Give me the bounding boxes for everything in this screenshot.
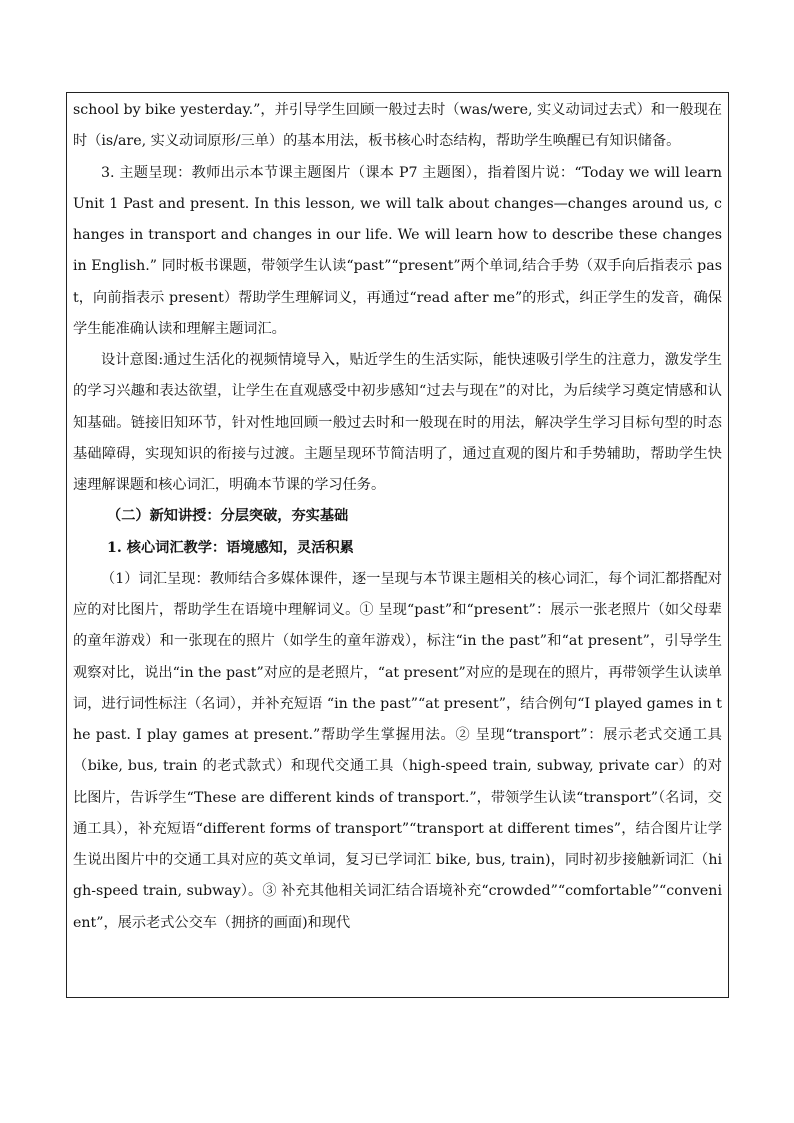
paragraph-design-intent: 设计意图:通过生活化的视频情境导入，贴近学生的生活实际，能快速吸引学生的注意力，激发学生的学习兴趣和表达欲望，让学生在直观感受中初步感知“过去与现在”的对比，为后续学习奠定情感和认知基础。链接旧知环节，针对性地回顾一般过去时和一般现在时的用法，解决学生学习目标句型的时态基础障碍，实现知识的衔接与过渡。主题呈现环节简洁明了，通过直观的图片和手势辅助，帮助学生快速理解课题和核心词汇，明确本节课的学习任务。 (73, 352, 722, 493)
document-table-cell (66, 92, 729, 998)
paragraph-review-continuation: school by bike yesterday.”，并引导学生回顾一般过去时（was/were, 实义动词过去式）和一般现在时（is/are, 实义动词原形/三单）的基本用法，板书核心时态结构，帮助学生唤醒已有知识储备。 (73, 102, 722, 150)
section-heading-new-knowledge: （二）新知讲授：分层突破，夯实基础 (107, 508, 349, 525)
subheading-core-vocabulary: 1. 核心词汇教学：语境感知，灵活积累 (107, 539, 354, 556)
document-body (73, 95, 722, 939)
paragraph-vocabulary-presentation: （1）词汇呈现：教师结合多媒体课件，逐一呈现与本节课主题相关的核心词汇，每个词汇都搭配对应的对比图片，帮助学生在语境中理解词义。① 呈现“past”和“present”：展示一张老照片（如父母辈的童年游戏）和一张现在的照片（如学生的童年游戏），标注“in the past”和“at present”，引导学生观察对比，说出“in the past”对应的是老照片，“at present”对应的是现在的照片，再带领学生认读单词，进行词性标注（名词），并补充短语 “in the past”“at present”，结合例句“I played games in the past. I play games at present.”帮助学生掌握用法。② 呈现“transport”：展示老式交通工具（bike, bus, train 的老式款式）和现代交通工具（high-speed train, subway, private car）的对比图片，告诉学生“These are different kinds of transport.”，带领学生认读“transport”（名词，交通工具），补充短语“different forms of transport”“transport at different times”，结合图片让学生说出图片中的交通工具对应的英文单词，复习已学词汇 bike, bus, train)，同时初步接触新词汇（high-speed train, subway）。③ 补充其他相关词汇结合语境补充“crowded”“comfortable”“convenient”，展示老式公交车（拥挤的画面)和现代 (73, 570, 722, 931)
paragraph-theme-presentation: 3. 主题呈现：教师出示本节课主题图片（课本 P7 主题图），指着图片说：“Today we will learn Unit 1 Past and present. In this lesson, we will talk about changes—changes around us, changes in transport and changes in our life. We will learn how to describe these changes in English.” 同时板书课题，带领学生认读“past”“present”两个单词,结合手势（双手向后指表示 past，向前指表示 present）帮助学生理解词义，再通过“read after me”的形式，纠正学生的发音，确保学生能准确认读和理解主题词汇。 (73, 164, 722, 337)
